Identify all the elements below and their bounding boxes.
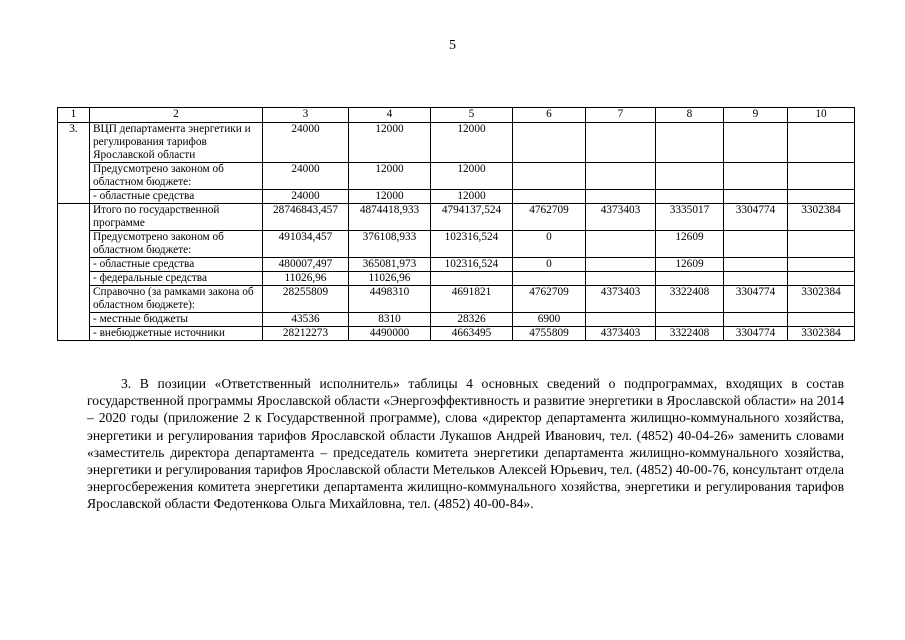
cell-value: 24000 <box>263 123 349 163</box>
cell-value: 12609 <box>656 231 724 258</box>
row-label: - федеральные средства <box>90 272 263 286</box>
table-row <box>58 163 855 190</box>
cell-value: 4373403 <box>586 204 656 231</box>
cell-value: 3322408 <box>656 286 724 313</box>
cell-value: 43536 <box>263 313 349 327</box>
cell-value <box>586 123 656 163</box>
cell-value <box>656 190 724 204</box>
row-label: Итого по государственной программе <box>90 204 263 231</box>
cell-value: 3302384 <box>788 204 855 231</box>
cell-value: 365081,973 <box>349 258 431 272</box>
row-label: - областные средства <box>90 258 263 272</box>
table-row <box>58 313 855 327</box>
table-row <box>58 204 855 231</box>
cell-value <box>724 231 788 258</box>
cell-value <box>656 123 724 163</box>
cell-value: 480007,497 <box>263 258 349 272</box>
cell-value: 6900 <box>513 313 586 327</box>
cell-value: 4794137,524 <box>431 204 513 231</box>
cell-value: 12000 <box>349 163 431 190</box>
cell-value: 376108,933 <box>349 231 431 258</box>
cell-value <box>788 190 855 204</box>
cell-value <box>586 163 656 190</box>
column-header: 2 <box>90 108 263 123</box>
cell-value: 4663495 <box>431 327 513 341</box>
table-row <box>58 123 855 163</box>
cell-value: 12609 <box>656 258 724 272</box>
column-header: 8 <box>656 108 724 123</box>
cell-value <box>586 272 656 286</box>
cell-value <box>656 163 724 190</box>
cell-value <box>724 190 788 204</box>
column-header: 1 <box>58 108 90 123</box>
column-header: 3 <box>263 108 349 123</box>
cell-value: 28746843,457 <box>263 204 349 231</box>
column-header: 7 <box>586 108 656 123</box>
column-header: 10 <box>788 108 855 123</box>
cell-value <box>586 313 656 327</box>
amendment-paragraph: 3. В позиции «Ответственный исполнитель» таблицы 4 основных сведений о подпрограммах, входящих в состав государственной программы Ярославской области «Энергоэффективность и развитие энергетики в Ярославской области» на 2014 – 2020 годы (приложение 2 к Государственной программе), слова «директор департамента жилищно-коммунального хозяйства, энергетики и регулирования тарифов Ярославской области Лукашов Андрей Иванович, тел. (4852) 40-04-26» заменить словами «заместитель директора департамента – председатель комитета энергетики департамента жилищно-коммунального хозяйства, энергетики и регулирования тарифов Ярославской области Метельков Алексей Юрьевич, тел. (4852) 40-00-76, консультант отдела энергосбережения комитета энергетики департамента жилищно-коммунального хозяйства, энергетики и регулирования тарифов Ярославской области Федотенкова Ольга Михайловна, тел. (4852) 40-00-84». <box>87 376 844 512</box>
cell-value: 3335017 <box>656 204 724 231</box>
cell-value <box>586 190 656 204</box>
cell-value <box>788 231 855 258</box>
cell-value <box>788 163 855 190</box>
table-row <box>58 258 855 272</box>
cell-value: 4373403 <box>586 327 656 341</box>
cell-value: 4762709 <box>513 286 586 313</box>
budget-table <box>57 107 855 341</box>
cell-value <box>788 272 855 286</box>
cell-value <box>513 163 586 190</box>
column-header: 9 <box>724 108 788 123</box>
cell-value: 4874418,933 <box>349 204 431 231</box>
cell-value: 3304774 <box>724 286 788 313</box>
cell-value: 28255809 <box>263 286 349 313</box>
row-group-index: 3. <box>58 123 90 204</box>
cell-value: 3304774 <box>724 327 788 341</box>
cell-value: 11026,96 <box>349 272 431 286</box>
row-label: Предусмотрено законом об областном бюджете: <box>90 163 263 190</box>
table-row <box>58 272 855 286</box>
cell-value: 4498310 <box>349 286 431 313</box>
cell-value: 3302384 <box>788 286 855 313</box>
row-group-index <box>58 204 90 341</box>
cell-value: 4691821 <box>431 286 513 313</box>
cell-value <box>788 313 855 327</box>
cell-value <box>513 272 586 286</box>
page-number: 5 <box>449 38 456 53</box>
cell-value: 0 <box>513 258 586 272</box>
column-header: 6 <box>513 108 586 123</box>
cell-value: 3304774 <box>724 204 788 231</box>
cell-value <box>724 123 788 163</box>
cell-value <box>586 231 656 258</box>
cell-value: 12000 <box>349 123 431 163</box>
row-label: - областные средства <box>90 190 263 204</box>
cell-value: 12000 <box>431 190 513 204</box>
cell-value: 11026,96 <box>263 272 349 286</box>
cell-value <box>788 258 855 272</box>
column-header: 4 <box>349 108 431 123</box>
cell-value <box>656 313 724 327</box>
table-row <box>58 231 855 258</box>
cell-value <box>513 123 586 163</box>
cell-value <box>788 123 855 163</box>
cell-value: 12000 <box>431 163 513 190</box>
row-label: ВЦП департамента энергетики и регулирования тарифов Ярославской области <box>90 123 263 163</box>
cell-value <box>586 258 656 272</box>
cell-value <box>724 258 788 272</box>
cell-value: 0 <box>513 231 586 258</box>
cell-value <box>724 272 788 286</box>
cell-value: 3302384 <box>788 327 855 341</box>
column-header: 5 <box>431 108 513 123</box>
cell-value: 28326 <box>431 313 513 327</box>
cell-value: 3322408 <box>656 327 724 341</box>
cell-value: 4373403 <box>586 286 656 313</box>
cell-value: 12000 <box>431 123 513 163</box>
row-label: - местные бюджеты <box>90 313 263 327</box>
cell-value: 102316,524 <box>431 231 513 258</box>
cell-value: 24000 <box>263 163 349 190</box>
cell-value: 4762709 <box>513 204 586 231</box>
table-row <box>58 286 855 313</box>
cell-value: 8310 <box>349 313 431 327</box>
table-header-row <box>58 108 855 123</box>
cell-value <box>656 272 724 286</box>
cell-value: 12000 <box>349 190 431 204</box>
cell-value: 491034,457 <box>263 231 349 258</box>
cell-value <box>724 163 788 190</box>
cell-value: 102316,524 <box>431 258 513 272</box>
table-row <box>58 327 855 341</box>
cell-value <box>724 313 788 327</box>
cell-value: 4755809 <box>513 327 586 341</box>
row-label: - внебюджетные источники <box>90 327 263 341</box>
row-label: Справочно (за рамками закона об областном бюджете): <box>90 286 263 313</box>
cell-value <box>431 272 513 286</box>
cell-value: 24000 <box>263 190 349 204</box>
cell-value: 4490000 <box>349 327 431 341</box>
cell-value <box>513 190 586 204</box>
cell-value: 28212273 <box>263 327 349 341</box>
row-label: Предусмотрено законом об областном бюджете: <box>90 231 263 258</box>
table-row <box>58 190 855 204</box>
